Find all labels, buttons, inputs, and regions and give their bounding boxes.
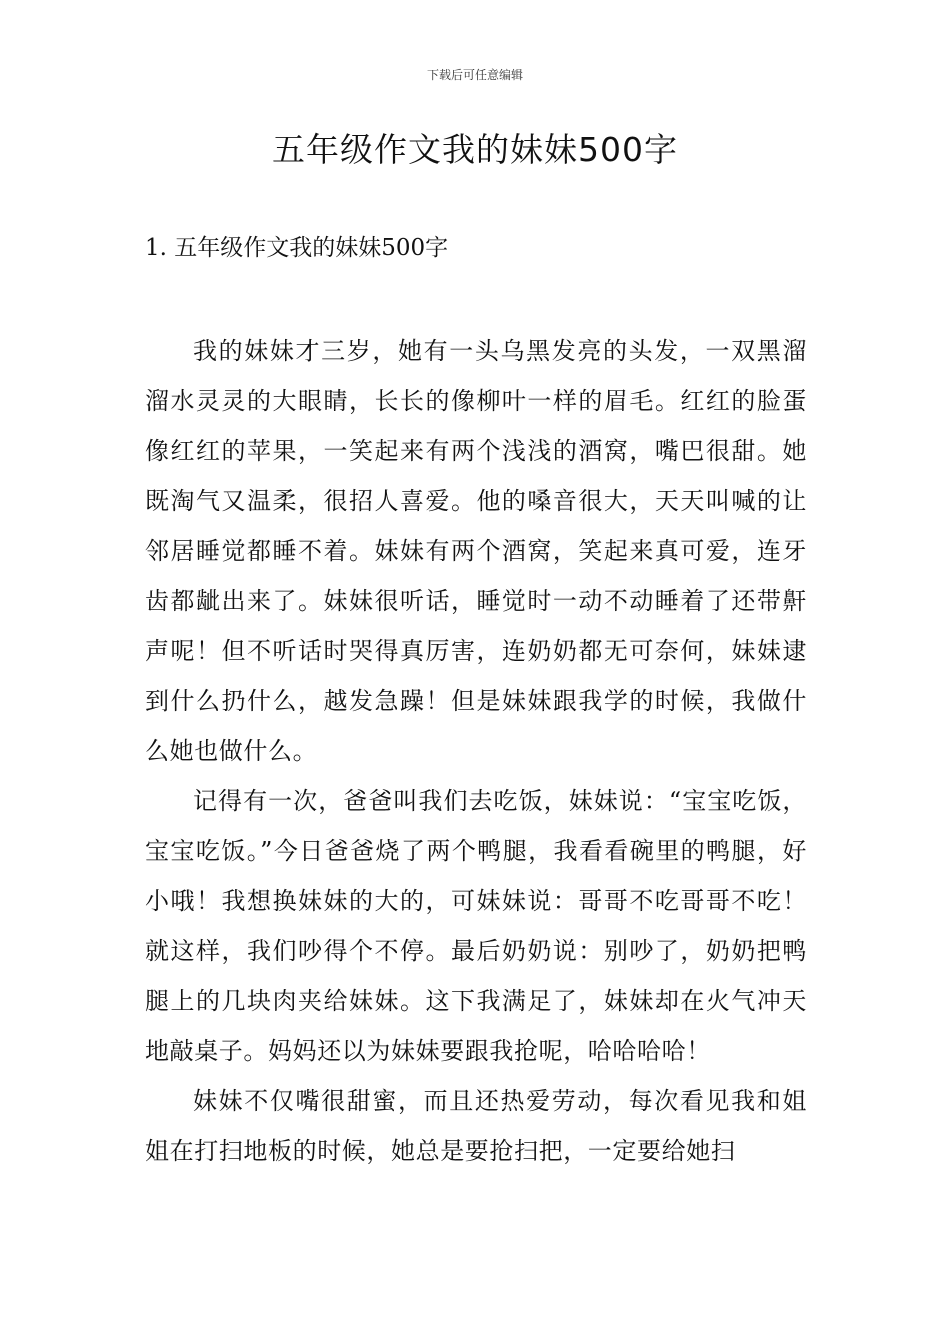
essay-paragraph: 我的妹妹才三岁，她有一头乌黑发亮的头发，一双黑溜溜水灵灵的大眼睛，长长的像柳叶一样的眉毛。红红的脸蛋像红红的苹果，一笑起来有两个浅浅的酒窝，嘴巴很甜。她既淘气又温柔，很招人喜爱。他的嗓音很大，天天叫喊的让邻居睡觉都睡不着。妹妹有两个酒窝，笑起来真可爱，连牙齿都龇出来了。妹妹很听话，睡觉时一动不动睡着了还带鼾声呢！但不听话时哭得真厉害，连奶奶都无可奈何，妹妹逮到什么扔什么，越发急躁！但是妹妹跟我学的时候，我做什么她也做什么。	[145, 337, 807, 765]
page-header-note: 下载后可任意编辑	[426, 68, 523, 82]
essay-body	[145, 326, 807, 1176]
essay-paragraph: 记得有一次，爸爸叫我们去吃饭，妹妹说：“宝宝吃饭，宝宝吃饭。”今日爸爸烧了两个鸭腿，我看看碗里的鸭腿，好小哦！我想换妹妹的大的，可妹妹说：哥哥不吃哥哥不吃！就这样，我们吵得个不停。最后奶奶说：别吵了，奶奶把鸭腿上的几块肉夹给妹妹。这下我满足了，妹妹却在火气冲天地敲桌子。妈妈还以为妹妹要跟我抢呢，哈哈哈哈！	[145, 787, 807, 1065]
essay-paragraph: 妹妹不仅嘴很甜蜜，而且还热爱劳动，每次看见我和姐姐在打扫地板的时候，她总是要抢扫把，一定要给她扫	[145, 1087, 807, 1165]
document-title: 五年级作文我的妹妹500字	[272, 130, 678, 169]
section-heading: 1. 五年级作文我的妹妹500字	[145, 235, 449, 261]
